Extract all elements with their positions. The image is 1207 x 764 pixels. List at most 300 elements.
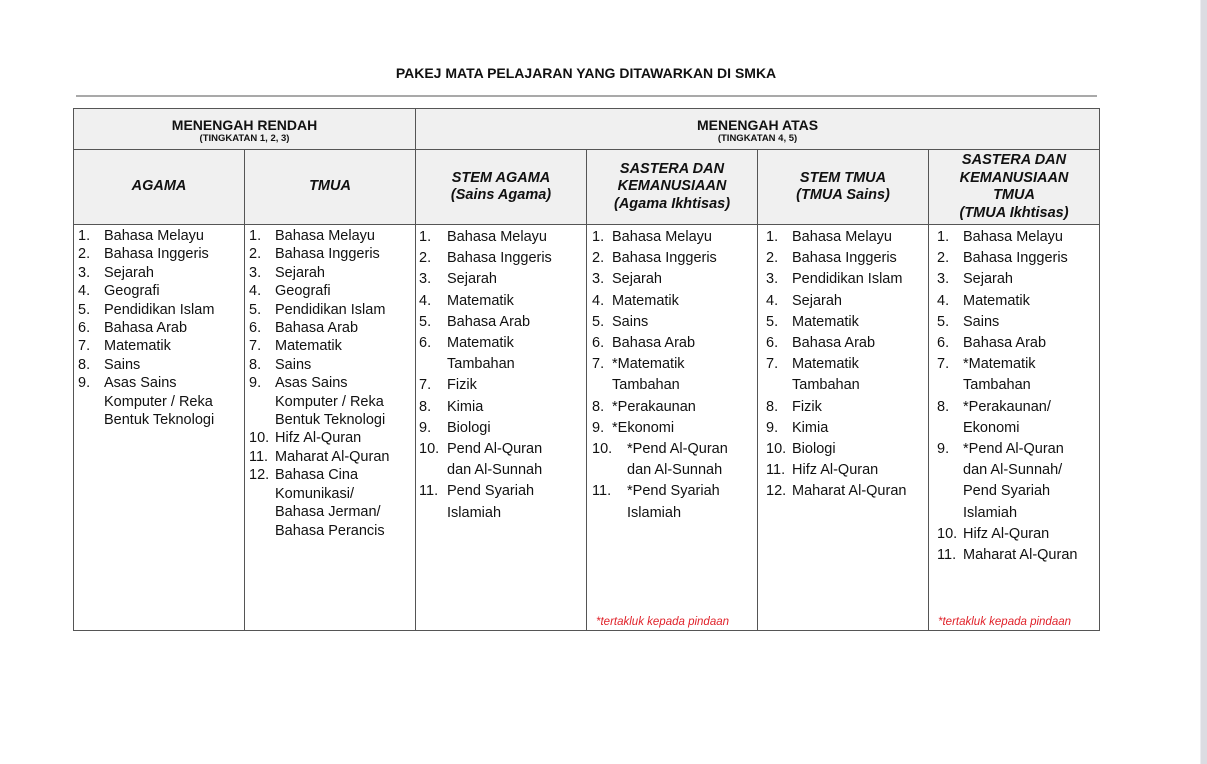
subject-number: 11.: [249, 448, 269, 465]
subject-item: [758, 397, 928, 418]
subject-name-line: Bahasa Melayu: [447, 229, 547, 245]
subject-name: [447, 333, 586, 375]
subject-number: 2.: [78, 246, 91, 263]
subject-name: [447, 291, 586, 312]
subject-name-line: Bahasa Arab: [963, 335, 1047, 352]
subject-item: [929, 312, 1099, 333]
subject-name-line: Maharat Al-Quran: [963, 547, 1078, 564]
subject-list: [416, 225, 586, 524]
subject-name-line: Sejarah: [447, 271, 497, 288]
subject-number: 2.: [766, 250, 779, 267]
subject-item: [74, 319, 244, 337]
subject-name: [612, 333, 757, 354]
subject-number: 10.: [592, 441, 613, 458]
subject-item: [587, 333, 757, 354]
subject-item: [758, 481, 928, 502]
subject-name: [792, 418, 928, 439]
subject-number: 3.: [937, 271, 950, 288]
subject-number: 4.: [937, 292, 950, 309]
subject-item: [929, 269, 1099, 290]
subject-name: [275, 356, 415, 374]
subject-name-line: Kimia: [447, 398, 484, 415]
amendment-note: *tertakluk kepada pindaan: [938, 616, 1072, 628]
subject-name: [792, 312, 928, 333]
subject-item: [587, 312, 757, 333]
subject-item: [587, 269, 757, 290]
subject-list: [929, 225, 1099, 566]
stream-header-line: STEM AGAMA: [451, 169, 551, 186]
subject-number: 6.: [419, 335, 432, 352]
subject-name: [612, 248, 757, 269]
subject-number: 1.: [592, 229, 605, 245]
subject-item: [416, 248, 586, 269]
subject-name: [612, 312, 757, 333]
subject-number: 7.: [419, 377, 432, 394]
subject-name: [792, 227, 928, 248]
subject-name-line: Matematik: [792, 313, 859, 330]
subject-name: [275, 374, 415, 429]
page-title: PAKEJ MATA PELAJARAN YANG DITAWARKAN DI SMKA: [395, 65, 777, 81]
subject-item: [416, 439, 586, 481]
subject-item: [245, 337, 415, 355]
subject-name-line: dan Al-Sunnah: [627, 462, 723, 479]
subject-name-line: *Matematik: [612, 356, 685, 373]
subject-item: [587, 227, 757, 248]
subject-name: [104, 356, 244, 374]
subject-item: [758, 248, 928, 269]
subject-item: [587, 418, 757, 439]
subject-number: 1.: [78, 228, 91, 244]
subject-number: 4.: [249, 283, 262, 300]
subject-name-line: Pend Al-Quran: [447, 441, 543, 458]
stream-header-line: (Agama Ikhtisas): [613, 195, 731, 212]
subject-list-cell-stem-agama: [416, 225, 587, 631]
subject-name-line: Bahasa Melayu: [612, 229, 712, 245]
subject-item: [929, 545, 1099, 566]
subject-name: [612, 354, 757, 396]
subject-name-line: Bahasa Arab: [447, 313, 531, 330]
subject-number: 11.: [592, 483, 612, 500]
subject-number: 7.: [249, 338, 262, 355]
subject-name-line: Bahasa Jerman/: [275, 504, 381, 521]
subject-name-line: Fizik: [792, 398, 822, 415]
subject-number: 12.: [766, 483, 787, 500]
subjects-row: [74, 225, 1100, 631]
subject-name-line: Sains: [275, 356, 312, 373]
subject-name: [627, 439, 757, 481]
subject-name: [104, 301, 244, 319]
subject-item: [74, 227, 244, 245]
subject-name-line: Matematik: [104, 338, 171, 355]
subject-name: [792, 460, 928, 481]
subject-name-line: *Matematik: [963, 356, 1036, 373]
subject-item: [929, 333, 1099, 354]
subject-name: [104, 245, 244, 263]
subject-name: [104, 264, 244, 282]
subject-number: 11.: [766, 462, 786, 479]
subject-name: [792, 354, 928, 396]
subject-item: [245, 319, 415, 337]
level-header-menengah-rendah: [74, 109, 416, 150]
subject-name-line: Bahasa Inggeris: [447, 250, 552, 267]
subject-number: 4.: [419, 292, 432, 309]
subject-number: 9.: [419, 419, 432, 436]
subject-number: 8.: [937, 398, 950, 415]
subject-name: [792, 439, 928, 460]
subject-item: [587, 354, 757, 396]
subject-name-line: Bahasa Perancis: [275, 522, 385, 539]
subject-name-line: Bahasa Arab: [612, 335, 696, 352]
stream-header-sastera-kemanusiaan-tmua: [929, 150, 1100, 225]
subject-item: [587, 481, 757, 523]
subject-number: 7.: [592, 356, 605, 373]
subject-item: [758, 291, 928, 312]
subject-name-line: Hifz Al-Quran: [963, 525, 1050, 542]
subject-name: [612, 397, 757, 418]
subject-name-line: *Ekonomi: [612, 419, 675, 436]
subject-name-line: *Perakaunan/: [963, 398, 1051, 415]
subject-name-line: Islamiah: [627, 504, 682, 521]
subject-item: [74, 264, 244, 282]
subject-name-line: Tambahan: [792, 377, 860, 394]
subject-name-line: Bahasa Inggeris: [963, 250, 1068, 267]
subject-item: [74, 301, 244, 319]
subject-name-line: Sains: [612, 313, 649, 330]
subject-item: [74, 245, 244, 263]
subject-item: [929, 227, 1099, 248]
subject-name: [275, 301, 415, 319]
subject-name: [792, 333, 928, 354]
subject-item: [245, 356, 415, 374]
subject-name: [963, 397, 1099, 439]
stream-header-line: TMUA: [993, 187, 1035, 203]
subject-name-line: *Pend Al-Quran: [627, 441, 728, 458]
subject-list-cell-tmua: [245, 225, 416, 631]
subject-name-line: Bahasa Arab: [792, 335, 876, 352]
subject-item: [74, 356, 244, 374]
subject-item: [416, 333, 586, 375]
subject-number: 6.: [766, 335, 779, 352]
subject-name-line: *Perakaunan: [612, 398, 696, 415]
subject-number: 5.: [249, 301, 262, 318]
subject-number: 8.: [592, 398, 605, 415]
subject-name: [627, 481, 757, 523]
subject-number: 5.: [78, 301, 91, 318]
subject-name-line: Bahasa Arab: [104, 320, 188, 337]
subject-name: [963, 248, 1099, 269]
subject-name-line: Maharat Al-Quran: [792, 483, 907, 500]
subject-name: [275, 227, 415, 245]
subject-name: [104, 319, 244, 337]
subject-item: [245, 466, 415, 540]
subject-item: [416, 312, 586, 333]
subject-name: [275, 466, 415, 540]
subject-name: [963, 312, 1099, 333]
subject-package-table: [73, 108, 1100, 631]
subject-number: 9.: [249, 375, 262, 392]
subject-number: 5.: [592, 313, 605, 330]
subject-item: [74, 337, 244, 355]
subject-name-line: Islamiah: [963, 504, 1018, 521]
subject-number: 3.: [78, 264, 91, 281]
subject-number: 8.: [766, 398, 779, 415]
subject-item: [587, 291, 757, 312]
vertical-scrollbar[interactable]: [1200, 0, 1207, 764]
subject-name-line: Bentuk Teknologi: [104, 412, 215, 429]
subject-number: 7.: [937, 356, 950, 373]
stream-header-line: SASTERA DAN: [619, 160, 725, 177]
subject-name-line: Ekonomi: [963, 419, 1020, 436]
subject-item: [758, 460, 928, 481]
subject-name: [447, 481, 586, 523]
subject-item: [929, 439, 1099, 524]
subject-name: [275, 337, 415, 355]
subject-item: [587, 397, 757, 418]
subject-name: [963, 291, 1099, 312]
subject-name-line: Bahasa Inggeris: [792, 250, 897, 267]
subject-number: 5.: [937, 313, 950, 330]
subject-name-line: Islamiah: [447, 504, 502, 521]
subject-name-line: Pendidikan Islam: [104, 301, 215, 318]
subject-name: [612, 418, 757, 439]
stream-header-sastera-kemanusiaan-agama: [587, 150, 758, 225]
subject-item: [245, 448, 415, 466]
subject-name: [963, 439, 1099, 524]
subject-item: [929, 524, 1099, 545]
subject-name-line: Tambahan: [612, 377, 680, 394]
subject-name: [612, 227, 757, 248]
subject-number: 8.: [419, 398, 432, 415]
subject-number: 11.: [419, 483, 439, 500]
subject-name-line: Bahasa Arab: [275, 320, 359, 337]
subject-name-line: Komputer / Reka: [275, 393, 384, 410]
subject-name: [612, 269, 757, 290]
subject-number: 3.: [592, 271, 605, 288]
subject-number: 10.: [249, 430, 270, 447]
subject-item: [416, 418, 586, 439]
subject-item: [758, 418, 928, 439]
subject-name: [104, 227, 244, 245]
subject-name-line: *Pend Al-Quran: [963, 441, 1064, 458]
subject-number: 9.: [592, 419, 605, 436]
subject-name: [447, 375, 586, 396]
subject-number: 1.: [766, 229, 779, 245]
stream-header-line: SASTERA DAN: [961, 152, 1067, 168]
subject-item: [74, 374, 244, 429]
stream-header-line: KEMANUSIAAN: [959, 169, 1069, 186]
subject-name: [792, 269, 928, 290]
subject-list: [758, 225, 928, 503]
subject-name-line: Matematik: [447, 335, 514, 352]
subject-item: [416, 227, 586, 248]
subject-name: [447, 248, 586, 269]
subject-name-line: Asas Sains: [104, 375, 177, 392]
subject-list-cell-sastera-kemanusiaan-tmua: [929, 225, 1100, 631]
stream-header-stem-tmua: [758, 150, 929, 225]
subject-name-line: Komputer / Reka: [104, 393, 213, 410]
subject-item: [758, 227, 928, 248]
subject-item: [758, 312, 928, 333]
subject-name: [447, 312, 586, 333]
subject-item: [758, 354, 928, 396]
subject-item: [416, 481, 586, 523]
subject-number: 1.: [419, 229, 432, 245]
subject-item: [245, 374, 415, 429]
subject-item: [929, 291, 1099, 312]
subject-name: [275, 282, 415, 300]
subject-number: 2.: [419, 250, 432, 267]
subject-list-cell-stem-tmua: [758, 225, 929, 631]
subject-name: [792, 397, 928, 418]
subject-name-line: Matematik: [963, 292, 1030, 309]
subject-name-line: Maharat Al-Quran: [275, 448, 390, 465]
stream-header-line: STEM TMUA: [799, 169, 887, 186]
subject-number: 4.: [592, 292, 605, 309]
subject-name-line: Geografi: [104, 283, 160, 300]
level-header-row: [74, 109, 1100, 150]
subject-list-cell-agama: [74, 225, 245, 631]
subject-item: [74, 282, 244, 300]
subject-name-line: Pendidikan Islam: [275, 301, 386, 318]
subject-list: [245, 225, 415, 540]
subject-name-line: Sejarah: [792, 292, 842, 309]
subject-item: [758, 269, 928, 290]
subject-name-line: Bahasa Melayu: [792, 229, 892, 245]
subject-item: [245, 282, 415, 300]
subject-number: 10.: [937, 525, 958, 542]
subject-name-line: Pend Syariah: [963, 483, 1051, 500]
subject-number: 2.: [937, 250, 950, 267]
subject-name-line: Bahasa Cina: [275, 467, 359, 484]
subject-name: [275, 319, 415, 337]
subject-number: 2.: [592, 250, 605, 267]
stream-header-tmua: [245, 150, 416, 225]
subject-number: 1.: [937, 229, 950, 245]
subject-name: [963, 524, 1099, 545]
subject-number: 8.: [78, 356, 91, 373]
subject-name: [275, 264, 415, 282]
subject-name: [104, 374, 244, 429]
subject-name-line: Kimia: [792, 419, 829, 436]
subject-name: [963, 269, 1099, 290]
subject-number: 12.: [249, 467, 270, 484]
subject-name-line: Komunikasi/: [275, 485, 354, 502]
subject-name-line: Pendidikan Islam: [792, 271, 903, 288]
subject-name-line: Bahasa Melayu: [104, 228, 204, 244]
subject-number: 9.: [937, 441, 950, 458]
subject-item: [416, 375, 586, 396]
subject-item: [758, 439, 928, 460]
level-forms: (TINGKATAN 4, 5): [717, 133, 798, 144]
subject-name-line: Sejarah: [104, 264, 154, 281]
subject-number: 8.: [249, 356, 262, 373]
subject-item: [929, 397, 1099, 439]
stream-header-line: KEMANUSIAAN: [617, 178, 727, 195]
subject-name: [447, 227, 586, 248]
subject-name-line: Tambahan: [963, 377, 1031, 394]
subject-number: 3.: [419, 271, 432, 288]
subject-list: [74, 225, 244, 429]
stream-header-row: [74, 150, 1100, 225]
subject-number: 1.: [249, 228, 262, 244]
subject-item: [587, 248, 757, 269]
subject-name-line: Sains: [963, 313, 1000, 330]
subject-item: [245, 227, 415, 245]
subject-name-line: Matematik: [612, 292, 679, 309]
title-divider: [76, 95, 1097, 97]
level-name: MENENGAH RENDAH: [171, 117, 318, 133]
level-name: MENENGAH ATAS: [696, 117, 819, 133]
subject-number: 2.: [249, 246, 262, 263]
subject-name: [447, 439, 586, 481]
subject-name: [447, 269, 586, 290]
subject-name-line: Bahasa Inggeris: [612, 250, 717, 267]
subject-item: [416, 397, 586, 418]
subject-number: 5.: [766, 313, 779, 330]
subject-name: [792, 291, 928, 312]
subject-number: 7.: [78, 338, 91, 355]
subject-name-line: Biologi: [447, 419, 491, 436]
subject-name-line: Fizik: [447, 377, 477, 394]
subject-number: 5.: [419, 313, 432, 330]
subject-name-line: Bahasa Inggeris: [104, 246, 209, 263]
subject-item: [929, 248, 1099, 269]
subject-name: [104, 282, 244, 300]
subject-name-line: Sejarah: [275, 264, 325, 281]
level-forms: (TINGKATAN 1, 2, 3): [199, 133, 290, 144]
subject-name-line: Matematik: [275, 338, 342, 355]
stream-header-stem-agama: [416, 150, 587, 225]
stream-header-line: (Sains Agama): [450, 187, 552, 203]
subject-number: 6.: [249, 320, 262, 337]
subject-name: [963, 333, 1099, 354]
subject-name: [275, 448, 415, 466]
subject-name-line: dan Al-Sunnah/: [963, 462, 1063, 479]
stream-header-agama: [74, 150, 245, 225]
subject-list: [587, 225, 757, 524]
subject-number: 3.: [766, 271, 779, 288]
subject-item: [758, 333, 928, 354]
subject-name: [963, 545, 1099, 566]
level-header-menengah-atas: [416, 109, 1100, 150]
subject-name: [275, 429, 415, 447]
subject-name-line: Sains: [104, 356, 141, 373]
subject-name-line: Matematik: [792, 356, 859, 373]
subject-number: 6.: [937, 335, 950, 352]
subject-name-line: Matematik: [447, 292, 514, 309]
subject-number: 9.: [78, 375, 91, 392]
subject-list-cell-sastera-kemanusiaan-agama: [587, 225, 758, 631]
subject-number: 7.: [766, 356, 779, 373]
subject-item: [245, 245, 415, 263]
subject-item: [245, 429, 415, 447]
subject-name-line: Bentuk Teknologi: [275, 412, 386, 429]
subject-number: 10.: [419, 441, 440, 458]
subject-number: 11.: [937, 547, 957, 564]
subject-item: [416, 269, 586, 290]
subject-name-line: Bahasa Inggeris: [275, 246, 380, 263]
subject-item: [929, 354, 1099, 396]
stream-header-line: (TMUA Ikhtisas): [959, 204, 1069, 221]
subject-name-line: Tambahan: [447, 356, 515, 373]
subject-number: 6.: [78, 320, 91, 337]
subject-item: [245, 264, 415, 282]
subject-item: [245, 301, 415, 319]
subject-name-line: Sejarah: [963, 271, 1013, 288]
subject-name-line: Asas Sains: [275, 375, 348, 392]
subject-number: 10.: [766, 441, 787, 458]
subject-name: [104, 337, 244, 355]
